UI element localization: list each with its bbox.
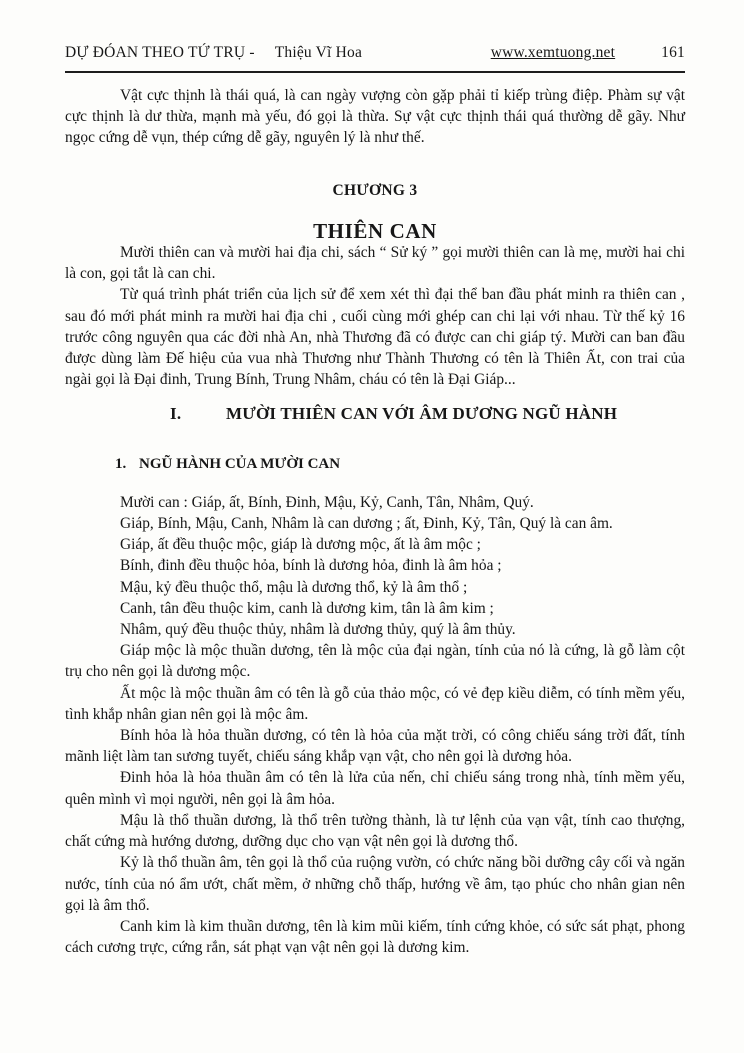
- body-paragraph: Canh kim là kim thuần dương, tên là kim mũi kiếm, tính cứng khỏe, có sức sát phạt, phong cách cương trực, cứng rắn, sát phạt vạn vật nên gọi là dương kim.: [65, 917, 685, 957]
- chapter-paragraph: Mười thiên can và mười hai địa chi, sách “ Sử ký ” gọi mười thiên can là mẹ, mười hai chi là con, gọi tắt là can chi.: [65, 244, 685, 283]
- body-paragraph: Mậu là thổ thuần dương, là thổ trên tường thành, là tư lệnh của vạn vật, tính cao thượng, chất cứng mà hướng dương, dưỡng dục cho vạn vật nên gọi là dương thổ.: [65, 811, 685, 851]
- list-item: Bính, đinh đều thuộc hỏa, bính là dương hỏa, đinh là âm hỏa ;: [120, 557, 502, 575]
- list-item: Mậu, kỷ đều thuộc thổ, mậu là dương thổ, kỷ là âm thổ ;: [120, 578, 468, 596]
- body-paragraph: Bính hỏa là hỏa thuần dương, có tên là hỏa của mặt trời, có công chiếu sáng trời đất, tính mãnh liệt làm tan sương tuyết, chiếu sáng khắp vạn vật, cho nên gọi là dương hỏa.: [65, 727, 685, 766]
- subsection-title: NGŨ HÀNH CỦA MƯỜI CAN: [139, 455, 341, 472]
- page-body: [65, 85, 685, 958]
- intro-paragraph: Vật cực thịnh là thái quá, là can ngày vượng còn gặp phải tỉ kiếp trùng điệp. Phàm sự vật cực thịnh là dư thừa, mạnh mà yếu, đó gọi là thừa. Sự vật cực thịnh thái quá thường dễ gãy. Như ngọc cứng dễ vụn, thép cứng dễ gãy, nguyên lý là như thế.: [65, 87, 685, 147]
- list-item: Nhâm, quý đều thuộc thủy, nhâm là dương thủy, quý là âm thủy.: [120, 621, 516, 639]
- list-item: Giáp, ất đều thuộc mộc, giáp là dương mộc, ất là âm mộc ;: [120, 536, 481, 554]
- body-paragraph: Đinh hỏa là hỏa thuần âm có tên là lửa của nến, chỉ chiếu sáng trong nhà, tính mềm yếu, quên mình vì mọi người, nên gọi là âm hỏa.: [65, 769, 685, 808]
- book-author: Thiệu Vĩ Hoa: [274, 44, 363, 61]
- chapter-title: THIÊN CAN: [313, 218, 437, 243]
- subsection-heading: [65, 454, 685, 475]
- body-paragraph: Giáp mộc là mộc thuần dương, tên là mộc của đại ngàn, tính của nó là cứng, là gỗ làm cột trụ cho nên gọi là dương mộc.: [65, 642, 685, 681]
- list-item: Canh, tân đều thuộc kim, canh là dương kim, tân là âm kim ;: [120, 599, 494, 617]
- website-link[interactable]: www.xemtuong.net: [490, 44, 616, 61]
- list-item: Giáp, Bính, Mậu, Canh, Nhâm là can dương ; ất, Đinh, Kỷ, Tân, Quý là can âm.: [120, 515, 613, 533]
- chapter-paragraph: Từ quá trình phát triển của lịch sử để xem xét thì đại thể ban đầu phát minh ra thiên can , sau đó mới phát minh ra mười hai địa chi , cuối cùng mới ghép can chi lại với nhau. Từ thế kỷ 16 trước công nguyên qua các đời nhà An, nhà Thương đã có được can chi giáp tý. Mười can ban đầu được dùng làm Đế hiệu của vua nhà Thương như Thành Thương có tên là Thiên Ất, con trai của ngài gọi là Đại đinh, Trung Bính, Trung Nhâm, cháu có tên là Đại Giáp...: [65, 286, 685, 389]
- section-numeral: I.: [170, 404, 182, 424]
- section-heading: [65, 403, 685, 424]
- body-paragraph: Ất mộc là mộc thuần âm có tên là gỗ của thảo mộc, có vẻ đẹp kiều diễm, có tính mềm yếu, tình khắp nhân gian nên gọi là mộc âm.: [65, 684, 685, 723]
- section-title: MƯỜI THIÊN CAN VỚI ÂM DƯƠNG NGŨ HÀNH: [226, 404, 618, 424]
- subsection-number: 1.: [115, 455, 127, 472]
- body-paragraph: Kỷ là thổ thuần âm, tên gọi là thổ của ruộng vườn, có chức năng bồi dưỡng cây cối và ngăn nước, tính của nó ẩm ướt, chất mềm, ở những chỗ thấp, hướng về âm, tạo phúc cho nhân gian nên gọi là âm thổ.: [65, 854, 685, 914]
- book-title: DỰ ĐÓAN THEO TỨ TRỤ -: [65, 44, 255, 61]
- list-item: Mười can : Giáp, ất, Bính, Đinh, Mậu, Kỷ, Canh, Tân, Nhâm, Quý.: [120, 493, 534, 511]
- page-number: 161: [661, 44, 685, 61]
- page-header: [65, 44, 685, 62]
- ten-stems-list: [65, 492, 685, 640]
- header-divider: [65, 71, 685, 73]
- chapter-label: CHƯƠNG 3: [332, 181, 418, 199]
